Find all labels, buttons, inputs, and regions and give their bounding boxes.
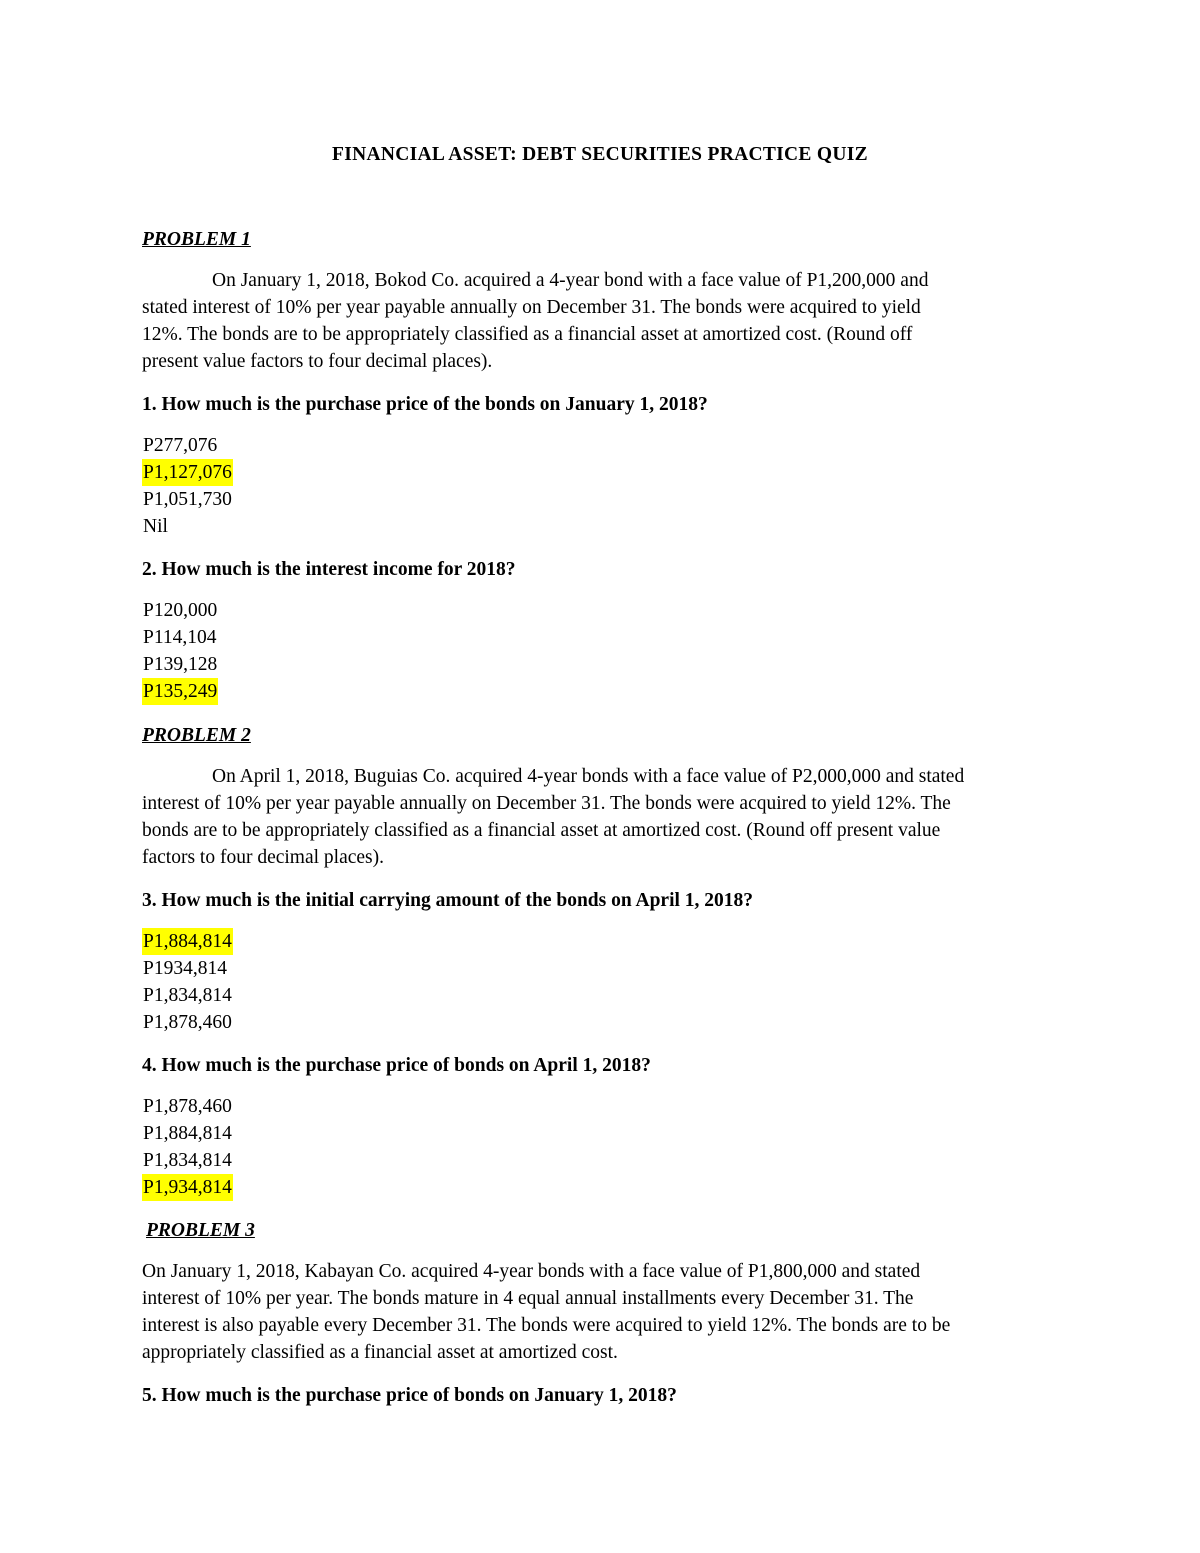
answer-option: P1,878,460 [143, 1096, 232, 1117]
paragraph-line: factors to four decimal places). [142, 847, 385, 868]
question-1: 1. How much is the purchase price of the bonds on January 1, 2018? [142, 394, 708, 415]
answer-option: P1,051,730 [143, 489, 232, 510]
paragraph-line: interest of 10% per year. The bonds mature in 4 equal annual installments every December 31. The [142, 1288, 914, 1309]
answer-option-highlighted: P1,127,076 [142, 459, 233, 486]
answer-option: P139,128 [143, 654, 218, 675]
paragraph-line: bonds are to be appropriately classified as a financial asset at amortized cost. (Round off present value [142, 820, 941, 841]
paragraph-line: On April 1, 2018, Buguias Co. acquired 4-year bonds with a face value of P2,000,000 and stated [212, 766, 965, 787]
paragraph-line: interest of 10% per year payable annually on December 31. The bonds were acquired to yield 12%. The [142, 793, 951, 814]
problem-3-text [142, 1258, 1062, 1366]
paragraph-line: 12%. The bonds are to be appropriately classified as a financial asset at amortized cost. (Round off [142, 324, 913, 345]
question-1-options [142, 432, 233, 540]
question-4-options [142, 1093, 233, 1201]
answer-option-highlighted: P135,249 [142, 678, 218, 705]
answer-option: P1,834,814 [143, 1150, 232, 1171]
answer-option: P114,104 [143, 627, 217, 648]
question-3: 3. How much is the initial carrying amount of the bonds on April 1, 2018? [142, 890, 754, 911]
problem-1-text [142, 267, 1062, 375]
answer-option: P277,076 [143, 435, 218, 456]
answer-option: P1934,814 [143, 958, 227, 979]
answer-option-highlighted: P1,934,814 [142, 1174, 233, 1201]
paragraph-line: stated interest of 10% per year payable annually on December 31. The bonds were acquired to yield [142, 297, 921, 318]
question-5: 5. How much is the purchase price of bonds on January 1, 2018? [142, 1385, 677, 1406]
question-4: 4. How much is the purchase price of bonds on April 1, 2018? [142, 1055, 651, 1076]
paragraph-line: On January 1, 2018, Kabayan Co. acquired 4-year bonds with a face value of P1,800,000 and stated [142, 1261, 921, 1282]
problem-2-heading: PROBLEM 2 [142, 725, 251, 746]
answer-option: Nil [143, 516, 168, 537]
paragraph-line: On January 1, 2018, Bokod Co. acquired a 4-year bond with a face value of P1,200,000 and [212, 270, 929, 291]
answer-option-highlighted: P1,884,814 [142, 928, 233, 955]
problem-1-heading: PROBLEM 1 [142, 229, 251, 250]
paragraph-line: appropriately classified as a financial asset at amortized cost. [142, 1342, 618, 1363]
document-title: FINANCIAL ASSET: DEBT SECURITIES PRACTICE QUIZ [332, 144, 868, 165]
question-3-options [142, 928, 233, 1036]
paragraph-line: present value factors to four decimal places). [142, 351, 493, 372]
question-2-options [142, 597, 218, 705]
answer-option: P1,834,814 [143, 985, 232, 1006]
question-2: 2. How much is the interest income for 2018? [142, 559, 516, 580]
answer-option: P1,878,460 [143, 1012, 232, 1033]
problem-3-heading: PROBLEM 3 [146, 1220, 255, 1241]
problem-2-text [142, 763, 1062, 871]
answer-option: P1,884,814 [143, 1123, 232, 1144]
paragraph-line: interest is also payable every December 31. The bonds were acquired to yield 12%. The bonds are to be [142, 1315, 951, 1336]
answer-option: P120,000 [143, 600, 218, 621]
